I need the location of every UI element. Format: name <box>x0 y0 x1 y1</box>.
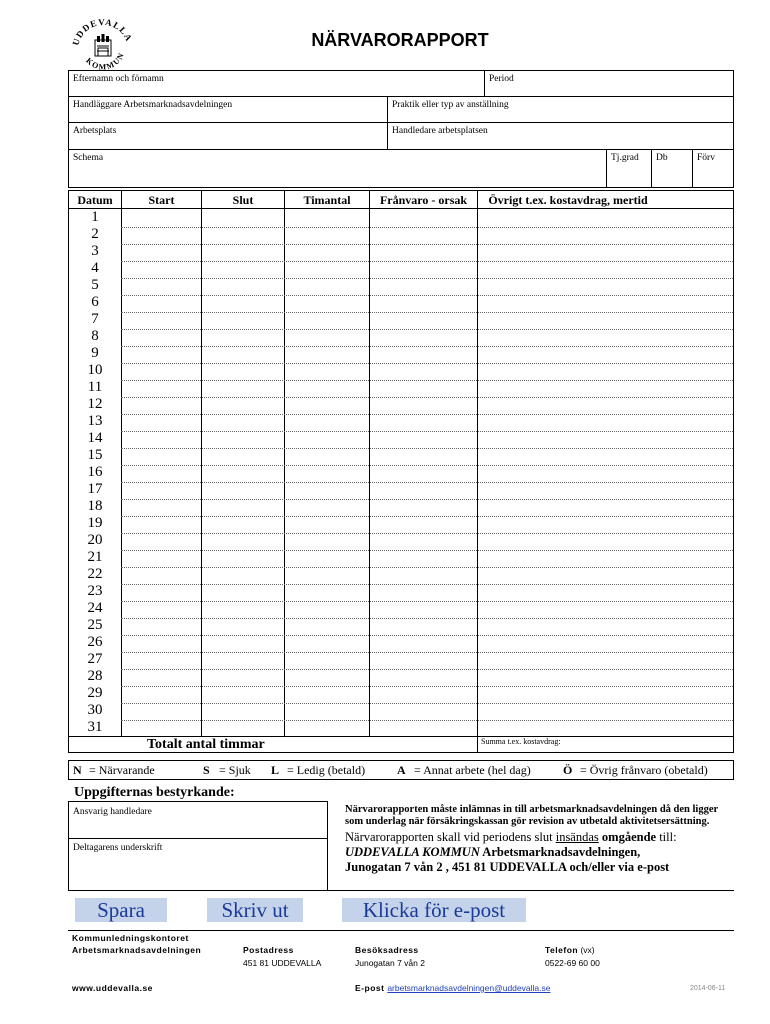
header-form <box>68 70 734 188</box>
total-hours-field[interactable] <box>285 737 475 752</box>
row-divider <box>121 329 733 330</box>
legend-key-o: Ö <box>563 763 573 777</box>
day-number: 14 <box>87 430 103 446</box>
column-header-start: Start <box>148 193 175 207</box>
save-button[interactable]: Spara <box>75 898 167 922</box>
day-number: 20 <box>87 532 103 548</box>
day-number: 27 <box>87 651 103 667</box>
footer-email-group: E-post arbetsmarknadsavdelningen@uddevalla.se <box>355 983 551 993</box>
day-number: 3 <box>91 243 99 259</box>
row-divider <box>121 431 733 432</box>
schedule-field-label: Schema <box>73 153 104 163</box>
day-number: 19 <box>87 515 103 531</box>
day-number: 10 <box>87 362 103 378</box>
notice-org: UDDEVALLA KOMMUN Arbetsmarknadsavdelningen, <box>345 845 641 859</box>
row-divider <box>121 261 733 262</box>
day-number: 6 <box>91 294 99 310</box>
supervisor-signature-field[interactable] <box>69 816 327 838</box>
certification-heading: Uppgifternas bestyrkande: <box>74 785 235 800</box>
day-number: 9 <box>91 345 99 361</box>
divider <box>68 890 734 891</box>
row-divider <box>121 295 733 296</box>
row-divider <box>121 635 733 636</box>
row-divider <box>121 278 733 279</box>
row-divider <box>121 414 733 415</box>
footer-web-link[interactable]: www.uddevalla.se <box>72 983 153 993</box>
practice-field-label: Praktik eller typ av anställning <box>392 100 509 110</box>
day-number: 28 <box>87 668 103 684</box>
submission-notice <box>345 804 735 875</box>
supervisor-field-label: Handledare arbetsplatsen <box>392 126 488 136</box>
day-number: 5 <box>91 277 99 293</box>
row-divider <box>121 584 733 585</box>
day-number: 23 <box>87 583 103 599</box>
svg-text:KOMMUN: KOMMUN <box>84 50 127 72</box>
email-button[interactable]: Klicka för e-post <box>342 898 526 922</box>
svg-text:UDDEVALLA: UDDEVALLA <box>70 16 135 47</box>
day-number: 2 <box>91 226 99 242</box>
handler-field-label: Handläggare Arbetsmarknadsavdelningen <box>73 100 233 110</box>
day-number: 21 <box>87 549 103 565</box>
column-header-timantal: Timantal <box>303 193 351 207</box>
legend-key-a: A <box>397 763 406 777</box>
day-number: 22 <box>87 566 103 582</box>
day-number: 7 <box>91 311 99 327</box>
day-number: 1 <box>91 209 99 225</box>
column-header-ovrigt: Övrigt t.ex. kostavdrag, mertid <box>488 193 648 207</box>
workplace-field[interactable] <box>69 135 386 149</box>
footer-visit-label: Besöksadress <box>355 945 419 955</box>
row-divider <box>121 618 733 619</box>
row-divider <box>121 652 733 653</box>
notice-address: Junogatan 7 vån 2 , 451 81 UDDEVALLA och/eller via e-post <box>345 860 670 874</box>
row-divider <box>121 720 733 721</box>
day-number: 12 <box>87 396 103 412</box>
footer-postal-label: Postadress <box>243 945 294 955</box>
row-divider <box>121 244 733 245</box>
db-field[interactable] <box>652 163 692 187</box>
notice-instruction: Närvarorapporten skall vid periodens slut insändas omgående till: <box>345 830 677 844</box>
day-number: 16 <box>87 464 103 480</box>
row-divider <box>121 516 733 517</box>
footer-postal-value: 451 81 UDDEVALLA <box>243 958 322 968</box>
forv-field-label: Förv <box>697 153 715 163</box>
row-divider <box>121 448 733 449</box>
column-header-slut: Slut <box>232 193 254 207</box>
row-divider <box>121 465 733 466</box>
day-number: 4 <box>91 260 99 276</box>
day-number: 29 <box>87 685 103 701</box>
supervisor-field[interactable] <box>388 135 733 149</box>
supervisor-signature-label: Ansvarig handledare <box>73 807 152 817</box>
day-number: 8 <box>91 328 99 344</box>
column-header-franvaro: Frånvaro - orsak <box>379 193 468 207</box>
legend-text-a: = Annat arbete (hel dag) <box>414 763 531 777</box>
period-field[interactable] <box>485 83 733 96</box>
forv-field[interactable] <box>693 163 733 187</box>
row-divider <box>121 533 733 534</box>
name-field-label: Efternamn och förnamn <box>73 74 164 84</box>
participant-signature-field[interactable] <box>69 854 327 890</box>
legend-key-n: N <box>73 763 82 777</box>
footer-office: Kommunledningskontoret <box>72 933 189 943</box>
row-divider <box>121 686 733 687</box>
period-field-label: Period <box>489 74 514 84</box>
workplace-field-label: Arbetsplats <box>73 126 117 136</box>
footer-email-link[interactable]: arbetsmarknadsavdelningen@uddevalla.se <box>387 983 551 993</box>
day-number: 18 <box>87 498 103 514</box>
footer-dept: Arbetsmarknadsavdelningen <box>72 945 202 955</box>
row-divider <box>121 346 733 347</box>
name-field[interactable] <box>69 83 483 96</box>
footer-phone-label-group: Telefon (vx) <box>545 945 595 955</box>
row-divider <box>121 482 733 483</box>
day-number: 25 <box>87 617 103 633</box>
notice-paragraph: Närvarorapporten måste inlämnas in till arbetsmarknadsavdelningen då den ligger som underlag när försäkringskassan gör revision av utbetald aktivitetsersättning. <box>345 804 718 827</box>
row-divider <box>121 397 733 398</box>
sum-deductions-field[interactable] <box>569 737 729 752</box>
footer-phone-value: 0522-69 60 00 <box>545 958 600 968</box>
schedule-field[interactable] <box>69 163 605 187</box>
page-title: NÄRVARORAPPORT <box>311 30 489 50</box>
row-divider <box>121 380 733 381</box>
practice-field[interactable] <box>388 109 733 122</box>
handler-field[interactable] <box>69 109 386 122</box>
signature-box <box>68 801 328 891</box>
tjgrad-field[interactable] <box>607 163 651 187</box>
footer-divider <box>68 930 734 931</box>
participant-signature-label: Deltagarens underskrift <box>73 843 163 853</box>
legend-key-s: S <box>203 763 210 777</box>
row-divider <box>121 703 733 704</box>
legend-key-l: L <box>271 763 280 777</box>
row-divider <box>121 601 733 602</box>
footer-date: 2014-06-11 <box>690 985 726 992</box>
day-number: 15 <box>87 447 103 463</box>
sum-deductions-label: Summa t.ex. kostavdrag: <box>481 737 561 746</box>
day-number: 26 <box>87 634 103 650</box>
tjgrad-field-label: Tj.grad <box>611 153 639 163</box>
day-number: 17 <box>87 481 103 497</box>
legend-text-n: = Närvarande <box>89 763 155 777</box>
row-divider <box>121 669 733 670</box>
legend-text-l: = Ledig (betald) <box>287 763 366 777</box>
db-field-label: Db <box>656 153 668 163</box>
legend-text-s: = Sjuk <box>219 763 251 777</box>
footer-visit-value: Junogatan 7 vån 2 <box>355 958 425 968</box>
day-number: 31 <box>87 719 103 735</box>
day-number: 24 <box>87 600 103 616</box>
row-divider <box>121 227 733 228</box>
print-button[interactable]: Skriv ut <box>207 898 303 922</box>
attendance-table <box>68 190 734 753</box>
row-divider <box>121 363 733 364</box>
row-divider <box>121 550 733 551</box>
row-divider <box>121 312 733 313</box>
legend-text-o: = Övrig frånvaro (obetald) <box>580 763 708 777</box>
day-number: 13 <box>87 413 103 429</box>
row-divider <box>121 567 733 568</box>
row-divider <box>121 499 733 500</box>
day-number: 30 <box>87 702 103 718</box>
total-hours-label: Totalt antal timmar <box>147 737 265 752</box>
day-number: 11 <box>87 379 103 395</box>
absence-legend <box>68 760 734 780</box>
column-header-datum: Datum <box>77 193 113 207</box>
